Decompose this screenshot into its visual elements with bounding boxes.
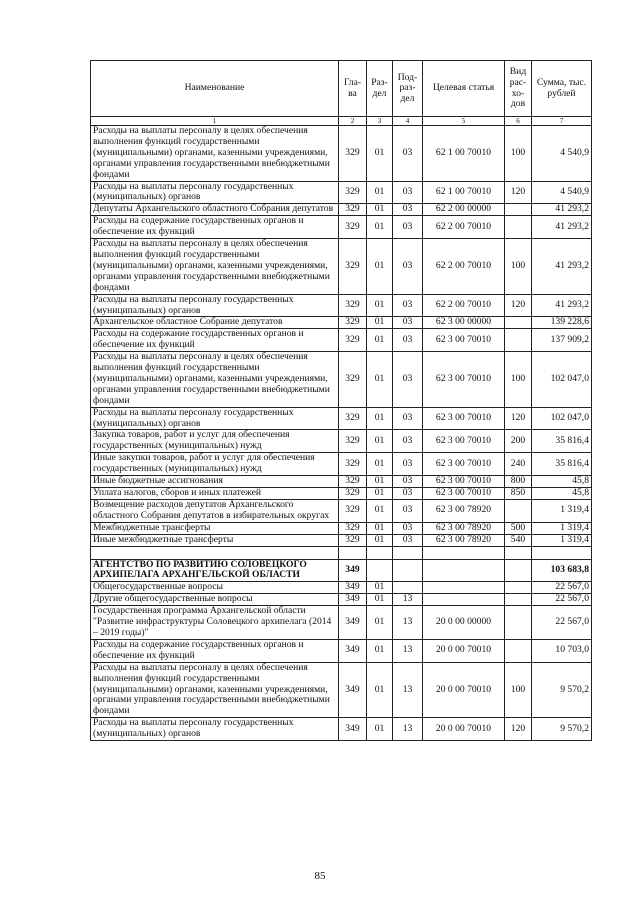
row-glava: 349 [339,662,367,718]
row-glava: 349 [339,594,367,606]
row-name: Государственная программа Архангельской области "Развитие инфраструктуры Соловецкого архипелага (2014 – 2019 годы)" [91,606,339,640]
row-razdel: 01 [367,488,393,500]
row-podrazdel: 13 [393,606,423,640]
row-expense-type: 100 [505,352,532,408]
row-expense-type: 800 [505,476,532,488]
row-razdel: 01 [367,126,393,182]
row-name: Депутаты Архангельского областного Собрания депутатов [91,204,339,216]
row-target-article: 62 3 00 00000 [423,317,505,329]
row-expense-type: 240 [505,453,532,476]
row-expense-type: 100 [505,662,532,718]
row-podrazdel: 03 [393,317,423,329]
row-name: Расходы на содержание государственных органов и обеспечение их функций [91,216,339,239]
row-name: Межбюджетные трансферты [91,522,339,534]
row-name: Расходы на выплаты персоналу в целях обеспечения выполнения функций государственными (муниципальными) органами, казенными учреждениями, органами управления государственными внебюджетными фондами [91,352,339,408]
header-target-article: Целевая статья [423,61,505,117]
table-row [91,352,592,408]
header-razdel: Раз-дел [367,61,393,117]
row-name: Архангельское областное Собрание депутатов [91,317,339,329]
row-name: Расходы на выплаты персоналу государственных (муниципальных) органов [91,718,339,741]
row-podrazdel: 03 [393,352,423,408]
row-target-article: 62 3 00 70010 [423,352,505,408]
row-razdel: 01 [367,216,393,239]
row-sum: 41 293,2 [532,294,592,317]
row-razdel: 01 [367,662,393,718]
table-row [91,534,592,546]
table-row [91,488,592,500]
row-expense-type [505,639,532,662]
table-row [91,718,592,741]
row-target-article: 62 2 00 70010 [423,239,505,295]
row-name: Иные межбюджетные трансферты [91,534,339,546]
row-podrazdel: 03 [393,430,423,453]
table-row [91,662,592,718]
row-glava: 329 [339,407,367,430]
row-razdel: 01 [367,352,393,408]
row-podrazdel: 03 [393,204,423,216]
table-row [91,126,592,182]
row-podrazdel: 13 [393,718,423,741]
row-glava: 329 [339,476,367,488]
header-glava: Гла-ва [339,61,367,117]
row-glava: 329 [339,430,367,453]
header-expense-type: Вид рас-хо-дов [505,61,532,117]
row-razdel: 01 [367,329,393,352]
header-row [91,61,592,117]
row-glava: 329 [339,126,367,182]
row-glava: 329 [339,352,367,408]
budget-table [90,60,592,741]
row-target-article [423,594,505,606]
row-name: Расходы на выплаты персоналу в целях обеспечения выполнения функций государственными (муниципальными) органами, казенными учреждениями, органами управления государственными внебюджетными фондами [91,239,339,295]
row-sum: 10 703,0 [532,639,592,662]
row-podrazdel: 03 [393,534,423,546]
row-sum: 4 540,9 [532,126,592,182]
row-target-article: 20 0 00 70010 [423,662,505,718]
table-row [91,582,592,594]
row-target-article: 62 3 00 70010 [423,430,505,453]
row-expense-type: 120 [505,181,532,204]
row-target-article: 62 3 00 78920 [423,522,505,534]
row-podrazdel: 13 [393,662,423,718]
row-sum: 41 293,2 [532,239,592,295]
row-sum: 1 319,4 [532,499,592,522]
row-target-article: 20 0 00 70010 [423,718,505,741]
row-sum: 102 047,0 [532,407,592,430]
row-razdel: 01 [367,204,393,216]
row-target-article: 62 3 00 70010 [423,453,505,476]
row-sum: 41 293,2 [532,216,592,239]
row-name: Другие общегосударственные вопросы [91,594,339,606]
row-sum: 22 567,0 [532,582,592,594]
table-row [91,639,592,662]
table-body-agency [91,582,592,741]
row-glava: 349 [339,639,367,662]
row-expense-type: 500 [505,522,532,534]
column-number: 6 [505,117,532,126]
column-number: 2 [339,117,367,126]
row-glava: 349 [339,606,367,640]
row-expense-type [505,216,532,239]
row-name: Закупка товаров, работ и услуг для обеспечения государственных (муниципальных) нужд [91,430,339,453]
row-name: Иные бюджетные ассигнования [91,476,339,488]
row-razdel: 01 [367,499,393,522]
row-sum: 102 047,0 [532,352,592,408]
row-razdel: 01 [367,606,393,640]
header-name: Наименование [91,61,339,117]
row-glava: 329 [339,317,367,329]
row-razdel: 01 [367,582,393,594]
row-expense-type: 120 [505,294,532,317]
table-row [91,594,592,606]
row-sum: 137 909,2 [532,329,592,352]
row-expense-type [505,594,532,606]
row-razdel: 01 [367,718,393,741]
spacer-row [91,546,592,559]
row-glava: 329 [339,329,367,352]
row-podrazdel: 03 [393,216,423,239]
row-podrazdel: 03 [393,239,423,295]
row-razdel: 01 [367,317,393,329]
row-glava: 329 [339,488,367,500]
row-sum: 1 319,4 [532,534,592,546]
row-target-article: 62 3 00 70010 [423,476,505,488]
page-number: 85 [314,870,326,882]
row-podrazdel: 03 [393,294,423,317]
row-name: Расходы на выплаты персоналу в целях обеспечения выполнения функций государственными (муниципальными) органами, казенными учреждениями, органами управления государственными внебюджетными фондами [91,662,339,718]
table-row [91,216,592,239]
table-row [91,407,592,430]
row-expense-type [505,606,532,640]
row-sum: 35 816,4 [532,430,592,453]
row-expense-type: 120 [505,407,532,430]
row-sum: 22 567,0 [532,594,592,606]
header-sum: Сумма, тыс. рублей [532,61,592,117]
row-glava: 349 [339,582,367,594]
row-sum: 45,8 [532,476,592,488]
table-row [91,606,592,640]
table-row [91,294,592,317]
row-sum: 35 816,4 [532,453,592,476]
row-razdel: 01 [367,594,393,606]
row-glava: 329 [339,239,367,295]
row-podrazdel: 03 [393,476,423,488]
row-podrazdel: 03 [393,522,423,534]
row-name: Расходы на выплаты персоналу государственных (муниципальных) органов [91,181,339,204]
row-razdel: 01 [367,239,393,295]
row-name: Уплата налогов, сборов и иных платежей [91,488,339,500]
column-number: 3 [367,117,393,126]
row-sum: 41 293,2 [532,204,592,216]
row-target-article: 20 0 00 70010 [423,639,505,662]
row-target-article: 62 3 00 78920 [423,499,505,522]
row-razdel: 01 [367,407,393,430]
row-podrazdel: 13 [393,594,423,606]
table-row [91,476,592,488]
table-row [91,329,592,352]
row-name: Расходы на выплаты персоналу в целях обеспечения выполнения функций государственными (муниципальными) органами, казенными учреждениями, органами управления государственными внебюджетными фондами [91,126,339,182]
row-expense-type: 540 [505,534,532,546]
column-number: 1 [91,117,339,126]
row-target-article: 62 3 00 78920 [423,534,505,546]
row-glava: 329 [339,181,367,204]
row-sum: 9 570,2 [532,662,592,718]
row-sum: 1 319,4 [532,522,592,534]
agency-section [91,546,592,582]
row-razdel: 01 [367,522,393,534]
row-glava: 329 [339,216,367,239]
row-target-article: 62 2 00 70010 [423,216,505,239]
row-name: Общегосударственные вопросы [91,582,339,594]
row-name: Расходы на содержание государственных органов и обеспечение их функций [91,639,339,662]
row-razdel: 01 [367,181,393,204]
row-name: Расходы на содержание государственных органов и обеспечение их функций [91,329,339,352]
row-target-article: 62 1 00 70010 [423,126,505,182]
row-expense-type: 100 [505,239,532,295]
column-number: 5 [423,117,505,126]
column-number: 4 [393,117,423,126]
row-expense-type [505,317,532,329]
row-podrazdel: 13 [393,639,423,662]
table-row [91,522,592,534]
row-target-article: 62 3 00 70010 [423,488,505,500]
row-razdel: 01 [367,294,393,317]
row-target-article: 62 2 00 00000 [423,204,505,216]
agency-heading-row [91,559,592,582]
row-glava: 329 [339,534,367,546]
column-number: 7 [532,117,592,126]
row-podrazdel [393,582,423,594]
row-razdel: 01 [367,534,393,546]
row-target-article: 62 3 00 70010 [423,329,505,352]
row-podrazdel: 03 [393,407,423,430]
row-name: Расходы на выплаты персоналу государственных (муниципальных) органов [91,294,339,317]
row-razdel: 01 [367,453,393,476]
row-sum: 45,8 [532,488,592,500]
row-podrazdel: 03 [393,329,423,352]
row-glava: 329 [339,204,367,216]
row-glava: 329 [339,453,367,476]
row-name: Расходы на выплаты персоналу государственных (муниципальных) органов [91,407,339,430]
row-expense-type [505,499,532,522]
row-podrazdel: 03 [393,488,423,500]
row-sum: 4 540,9 [532,181,592,204]
row-target-article: 62 3 00 70010 [423,407,505,430]
table-row [91,317,592,329]
row-razdel: 01 [367,476,393,488]
row-expense-type [505,329,532,352]
table-row [91,239,592,295]
row-razdel: 01 [367,639,393,662]
row-target-article: 20 0 00 00000 [423,606,505,640]
row-target-article: 62 2 00 70010 [423,294,505,317]
agency-sum: 103 683,8 [532,559,592,582]
row-expense-type: 120 [505,718,532,741]
table-row [91,499,592,522]
row-podrazdel: 03 [393,181,423,204]
row-podrazdel: 03 [393,126,423,182]
row-expense-type: 200 [505,430,532,453]
row-razdel: 01 [367,430,393,453]
row-sum: 9 570,2 [532,718,592,741]
row-name: Возмещение расходов депутатов Архангельского областного Собрания депутатов в избирательных округах [91,499,339,522]
agency-title: АГЕНТСТВО ПО РАЗВИТИЮ СОЛОВЕЦКОГО АРХИПЕЛАГА АРХАНГЕЛЬСКОЙ ОБЛАСТИ [91,559,339,582]
row-sum: 139 228,6 [532,317,592,329]
row-expense-type [505,582,532,594]
row-podrazdel: 03 [393,453,423,476]
table-row [91,204,592,216]
table-row [91,453,592,476]
row-glava: 329 [339,522,367,534]
row-expense-type: 100 [505,126,532,182]
table-body-assembly [91,126,592,547]
header-podrazdel: Под-раз-дел [393,61,423,117]
row-glava: 329 [339,294,367,317]
row-name: Иные закупки товаров, работ и услуг для обеспечения государственных (муниципальных) нужд [91,453,339,476]
table-row [91,430,592,453]
row-expense-type [505,204,532,216]
row-target-article [423,582,505,594]
table-row [91,181,592,204]
row-expense-type: 850 [505,488,532,500]
agency-glava: 349 [339,559,367,582]
row-glava: 349 [339,718,367,741]
row-podrazdel: 03 [393,499,423,522]
row-sum: 22 567,0 [532,606,592,640]
row-glava: 329 [339,499,367,522]
row-target-article: 62 1 00 70010 [423,181,505,204]
